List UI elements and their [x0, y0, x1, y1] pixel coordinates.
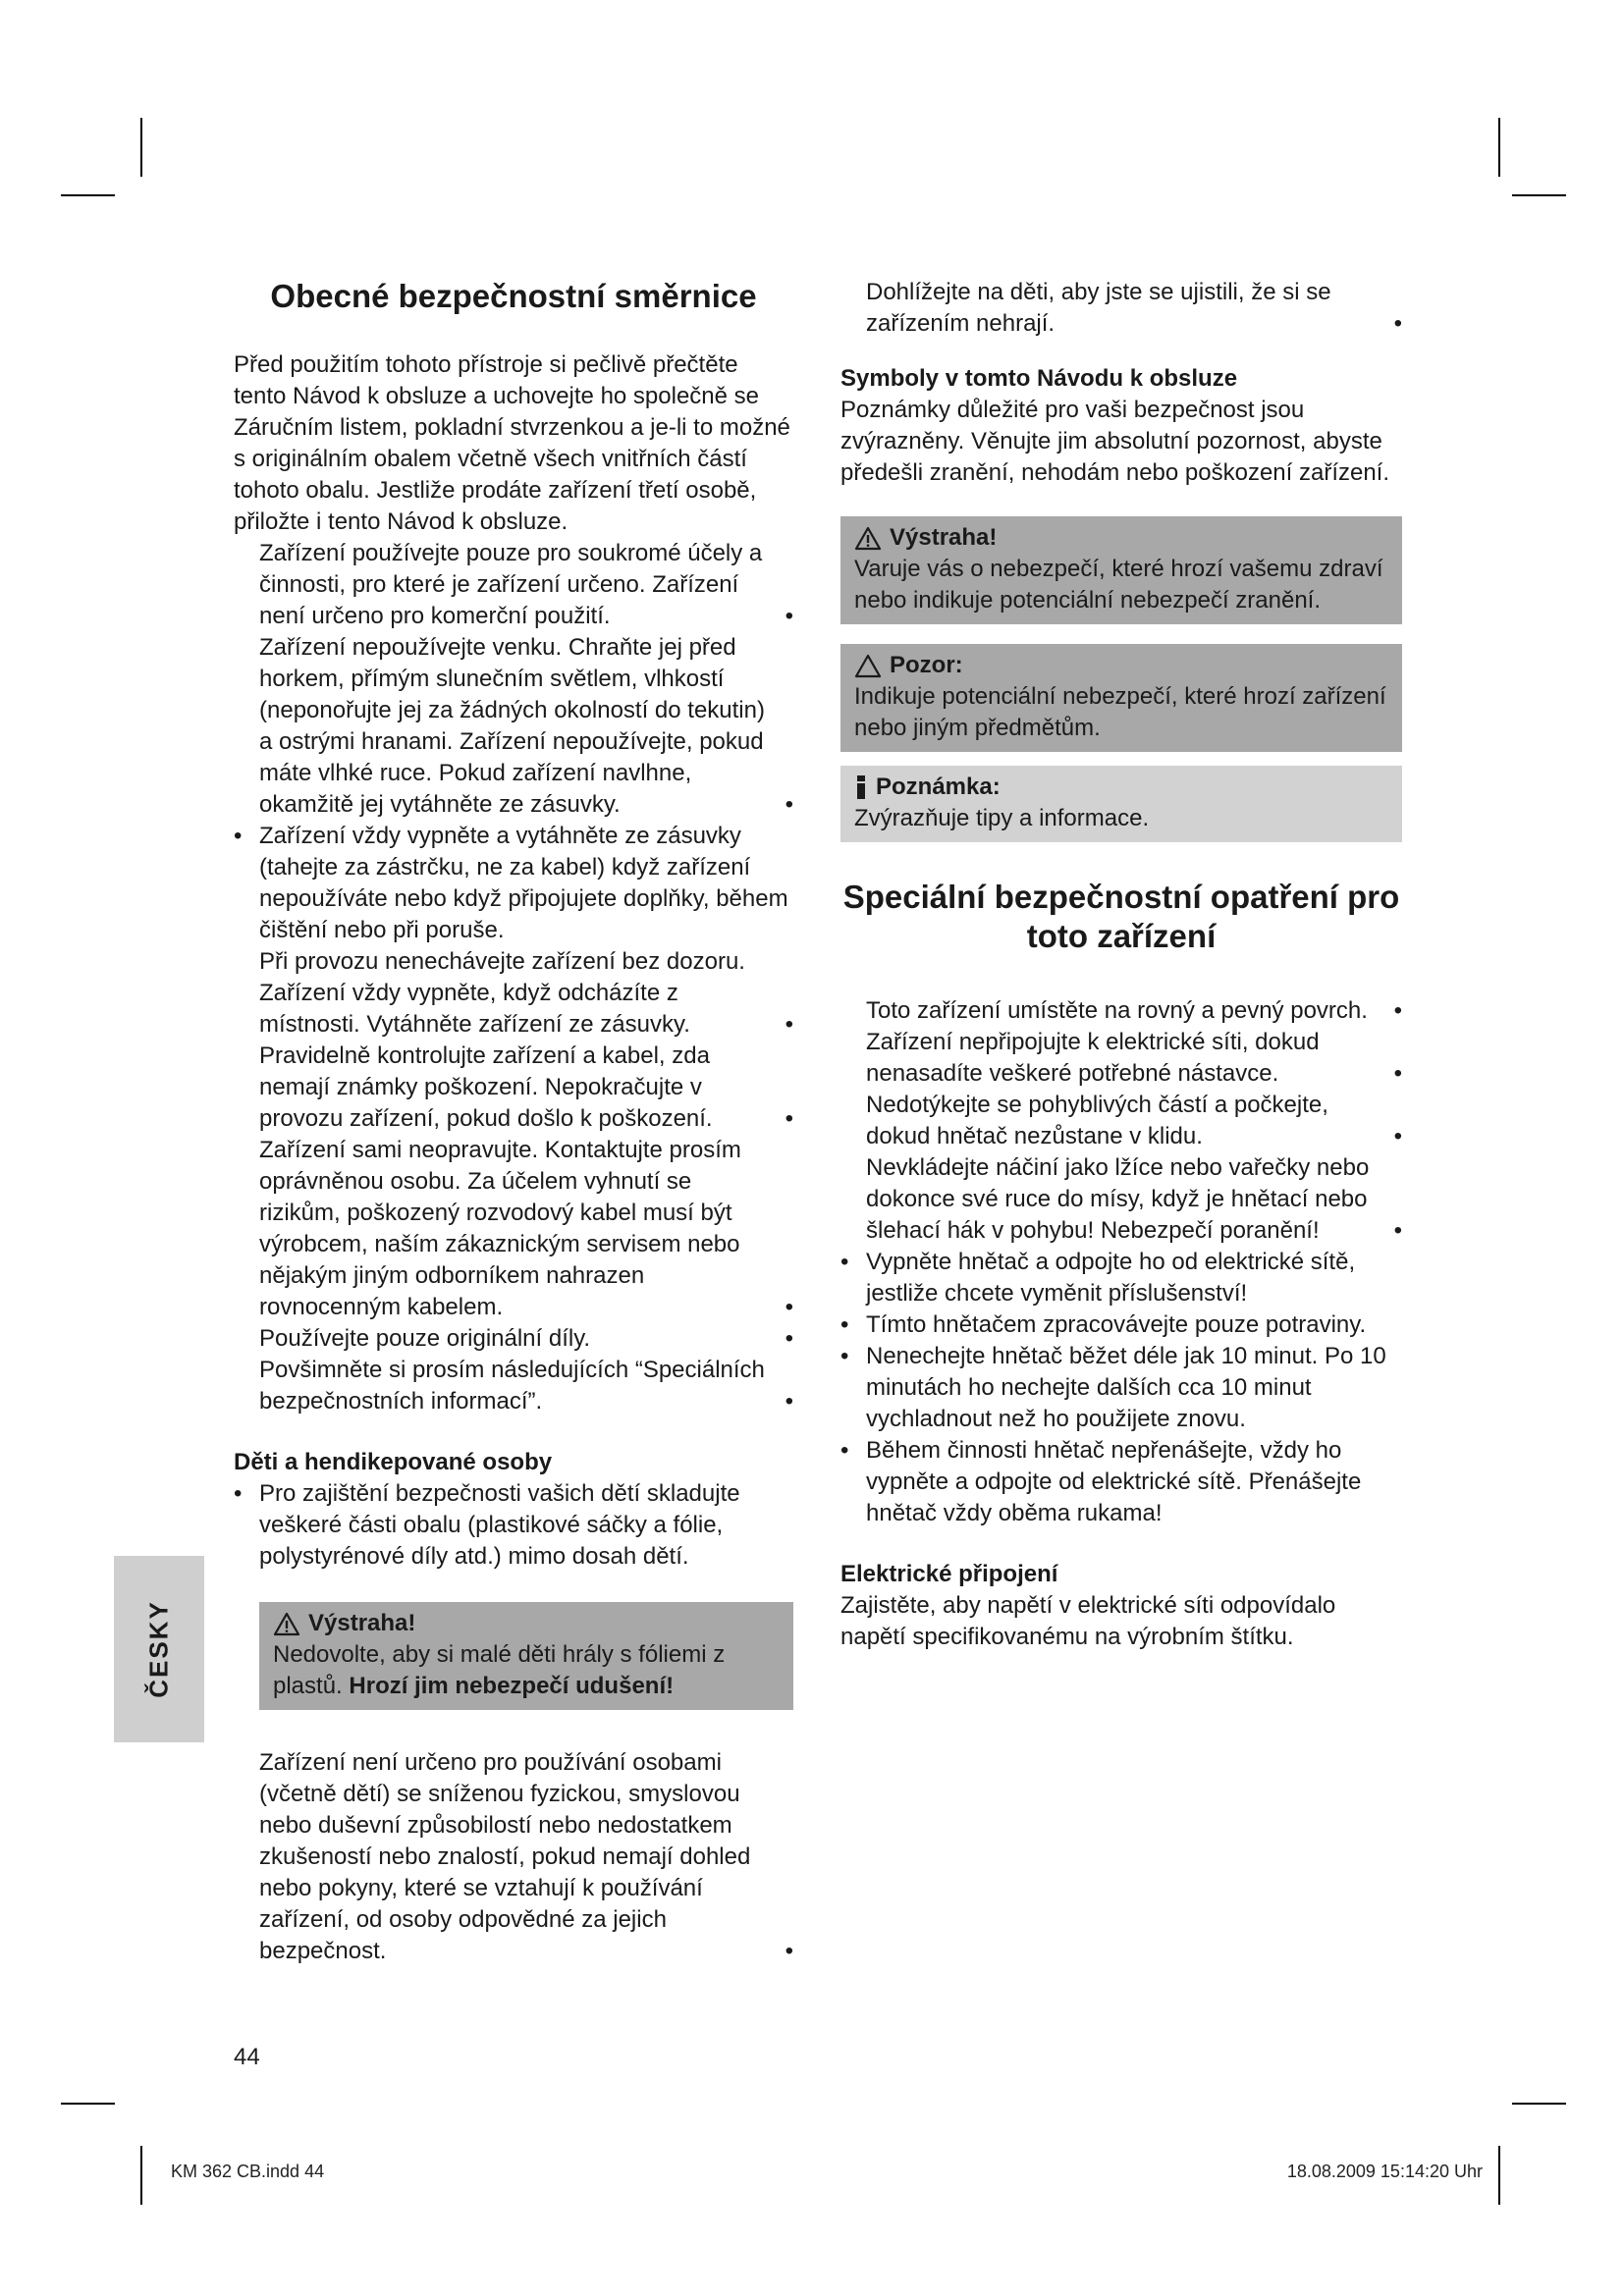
- warning-legend-title: Výstraha!: [890, 524, 998, 551]
- crop-mark: [140, 118, 142, 177]
- bullet-icon: •: [785, 791, 793, 818]
- item-text: Při provozu nenechávejte zařízení bez dozoru. Zařízení vždy vypněte, když odcházíte z místnosti. Vytáhněte zařízení ze zásuvky.: [259, 948, 745, 1038]
- item-text: Pro zajištění bezpečnosti vašich dětí skladujte veškeré části obalu (plastikové sáčky a fólie, polystyrénové díly atd.) mimo dosah dětí.: [259, 1480, 740, 1570]
- children-heading: Děti a hendikepované osoby: [234, 1449, 553, 1475]
- item-text: Během činnosti hnětač nepřenášejte, vždy ho vypněte a odpojte od elektrické sítě. Přenášejte hnětač vždy oběma rukama!: [866, 1437, 1362, 1526]
- item-text: Zařízení nepřipojujte k elektrické síti, dokud nenasadíte veškeré potřebné nástavce.: [866, 1029, 1320, 1087]
- list-item: [840, 1027, 1402, 1090]
- crop-mark: [1512, 2103, 1566, 2105]
- bullet-icon: •: [840, 1343, 849, 1369]
- item-text: Pravidelně kontrolujte zařízení a kabel, zda nemají známky poškození. Nepokračujte v provozu zařízení, pokud došlo k poškození.: [259, 1042, 713, 1132]
- language-tab-label: ČESKY: [143, 1600, 174, 1698]
- list-item: [234, 538, 793, 632]
- bullet-icon: •: [785, 1938, 793, 1964]
- item-text: Zařízení vždy vypněte a vytáhněte ze zásuvky (tahejte za zástrčku, ne za kabel) když zařízení nepoužíváte nebo když připojujete doplňky, během čištění nebo při poruše.: [259, 823, 788, 943]
- note-text: Zvýrazňuje tipy a informace.: [854, 805, 1150, 831]
- warning-title: Výstraha!: [308, 1610, 416, 1636]
- caution-box: [840, 644, 1402, 752]
- bullet-icon: •: [785, 603, 793, 629]
- item-text: Toto zařízení umístěte na rovný a pevný povrch.: [866, 997, 1368, 1024]
- crop-mark: [1498, 2146, 1500, 2205]
- list-item: [840, 1341, 1402, 1435]
- item-text: Nevkládejte náčiní jako lžíce nebo vařečky nebo dokonce své ruce do mísy, když je hnětací nebo šlehací hák v pohybu! Nebezpečí poranění!: [866, 1154, 1370, 1244]
- warning-heading: [273, 1608, 784, 1639]
- note-title: Poznámka:: [876, 774, 1001, 800]
- caution-heading: [854, 650, 1392, 681]
- bullet-icon: •: [1393, 1217, 1402, 1244]
- bullet-icon: •: [785, 1325, 793, 1352]
- crop-mark: [140, 2146, 142, 2205]
- item-text: Zařízení používejte pouze pro soukromé účely a činnosti, pro které je zařízení určeno. Zařízení není určeno pro komerční použití.: [259, 540, 763, 629]
- bullet-icon: •: [785, 1388, 793, 1415]
- list-item: [840, 995, 1402, 1027]
- electric-paragraph: Zajistěte, aby napětí v elektrické síti odpovídalo napětí specifikovanému na výrobním štítku.: [840, 1592, 1336, 1650]
- warning-text: [273, 1639, 784, 1702]
- warning-legend-heading: [854, 522, 1392, 554]
- bullet-icon: •: [1393, 310, 1402, 337]
- list-item: [840, 277, 1402, 340]
- warning-triangle-icon: [273, 1612, 300, 1636]
- warning-legend-text: Varuje vás o nebezpečí, které hrozí vašemu zdraví nebo indikuje potenciální nebezpečí zranění.: [854, 556, 1383, 614]
- bullet-icon: •: [234, 823, 243, 849]
- list-item: [840, 1152, 1402, 1247]
- left-column: [234, 273, 793, 1967]
- item-text: Povšimněte si prosím následujících “Speciálních bezpečnostních informací”.: [259, 1357, 765, 1415]
- supervision-bullet-list: [840, 277, 1402, 340]
- bullet-icon: •: [840, 1249, 849, 1275]
- bullet-icon: •: [1393, 1123, 1402, 1149]
- warning-box: [259, 1602, 793, 1710]
- crop-mark: [61, 194, 115, 196]
- item-text: Zařízení nepoužívejte venku. Chraňte jej před horkem, přímým slunečním světlem, vlhkostí (neponořujte jej za žádných okolností do tekutin) a ostrými hranami. Zařízení nepoužívejte, pokud máte vlhké ruce. Pokud zařízení navlhne, okamžitě jej vytáhněte ze zásuvky.: [259, 634, 765, 818]
- bullet-icon: •: [785, 1011, 793, 1038]
- children-bullet-list: [234, 1478, 793, 1573]
- item-text: Nenechejte hnětač běžet déle jak 10 minut. Po 10 minutách ho nechejte dalších cca 10 minut vychladnout než ho použijete znovu.: [866, 1343, 1386, 1432]
- list-item: [840, 1090, 1402, 1152]
- list-item: [840, 1309, 1402, 1341]
- list-item: [234, 1478, 793, 1573]
- item-text: Dohlížejte na děti, aby jste se ujistili, že si se zařízením nehrají.: [866, 279, 1331, 337]
- bullet-icon: •: [785, 1294, 793, 1320]
- item-text: Zařízení sami neopravujte. Kontaktujte prosím oprávněnou osobu. Za účelem vyhnutí se rizikům, poškozený rozvodový kabel musí být výrobcem, naším zákaznickým servisem nebo nějakým jiným odborníkem nahrazen rovnocenným kabelem.: [259, 1137, 741, 1320]
- list-item: [234, 632, 793, 821]
- note-box: [840, 766, 1402, 842]
- page-number: 44: [234, 2044, 260, 2070]
- list-item: [840, 1247, 1402, 1309]
- bullet-icon: •: [234, 1480, 243, 1507]
- language-tab: [114, 1556, 204, 1742]
- bullet-icon: •: [840, 1437, 849, 1464]
- special-bullet-list: [840, 995, 1402, 1529]
- list-item: [234, 821, 793, 946]
- general-bullet-list: [234, 538, 793, 1417]
- caution-title: Pozor:: [890, 652, 963, 678]
- item-text: Vypněte hnětač a odpojte ho od elektrické sítě, jestliže chcete vyměnit příslušenství!: [866, 1249, 1356, 1307]
- intro-paragraph: Před použitím tohoto přístroje si pečlivě přečtěte tento Návod k obsluze a uchovejte ho společně se Záručním listem, pokladní stvrzenkou a je-li to možné s originálním obalem včetně všech vnitřních částí tohoto obalu. Jestliže prodáte zařízení třetí osobě, přiložte i tento Návod k obsluze.: [234, 351, 790, 535]
- special-section-title: Speciální bezpečnostní opatření pro toto zařízení: [842, 879, 1400, 954]
- warning-triangle-icon: [854, 526, 882, 551]
- disability-bullet-list: [234, 1747, 793, 1967]
- crop-mark: [1512, 194, 1566, 196]
- list-item: [234, 1135, 793, 1323]
- caution-text: Indikuje potenciální nebezpečí, které hrozí zařízení nebo jiným předmětům.: [854, 683, 1386, 741]
- warning-body: Nedovolte, aby si malé děti hrály s fóliemi z plastů.: [273, 1641, 726, 1699]
- crop-mark: [1498, 118, 1500, 177]
- list-item: [234, 1323, 793, 1355]
- item-text: Tímto hnětačem zpracovávejte pouze potraviny.: [866, 1311, 1367, 1338]
- crop-mark: [61, 2103, 115, 2105]
- section-title: Obecné bezpečnostní směrnice: [270, 278, 757, 314]
- note-heading: [854, 772, 1392, 803]
- item-text: Zařízení není určeno pro používání osobami (včetně dětí) se sníženou fyzickou, smyslovou nebo duševní způsobilostí nebo nedostatkem zkušeností nebo znalostí, pokud nemají dohled nebo pokyny, které se vztahují k používání zařízení, od osoby odpovědné za jejich bezpečnost.: [259, 1749, 751, 1964]
- item-text: Nedotýkejte se pohyblivých částí a počkejte, dokud hnětač nezůstane v klidu.: [866, 1092, 1328, 1149]
- symbols-paragraph: Poznámky důležité pro vaši bezpečnost jsou zvýrazněny. Věnujte jim absolutní pozornost, abyste předešli zranění, nehodám nebo poškození zařízení.: [840, 397, 1390, 486]
- footer-file-info: KM 362 CB.indd 44: [171, 2162, 325, 2181]
- list-item: [840, 1435, 1402, 1529]
- warning-emphasis: Hrozí jim nebezpečí udušení!: [349, 1673, 675, 1699]
- right-column: [840, 277, 1402, 1653]
- list-item: [234, 1041, 793, 1135]
- symbols-heading: Symboly v tomto Návodu k obsluze: [840, 365, 1238, 392]
- bullet-icon: •: [1393, 997, 1402, 1024]
- bullet-icon: •: [840, 1311, 849, 1338]
- bullet-icon: •: [1393, 1060, 1402, 1087]
- caution-triangle-icon: [854, 654, 882, 678]
- list-item: [234, 946, 793, 1041]
- warning-legend-box: [840, 516, 1402, 624]
- bullet-icon: •: [785, 1105, 793, 1132]
- electric-heading: Elektrické připojení: [840, 1561, 1058, 1587]
- footer-timestamp: 18.08.2009 15:14:20 Uhr: [1286, 2162, 1483, 2181]
- list-item: [234, 1747, 793, 1967]
- item-text: Používejte pouze originální díly.: [259, 1325, 591, 1352]
- list-item: [234, 1355, 793, 1417]
- info-icon: [854, 774, 868, 800]
